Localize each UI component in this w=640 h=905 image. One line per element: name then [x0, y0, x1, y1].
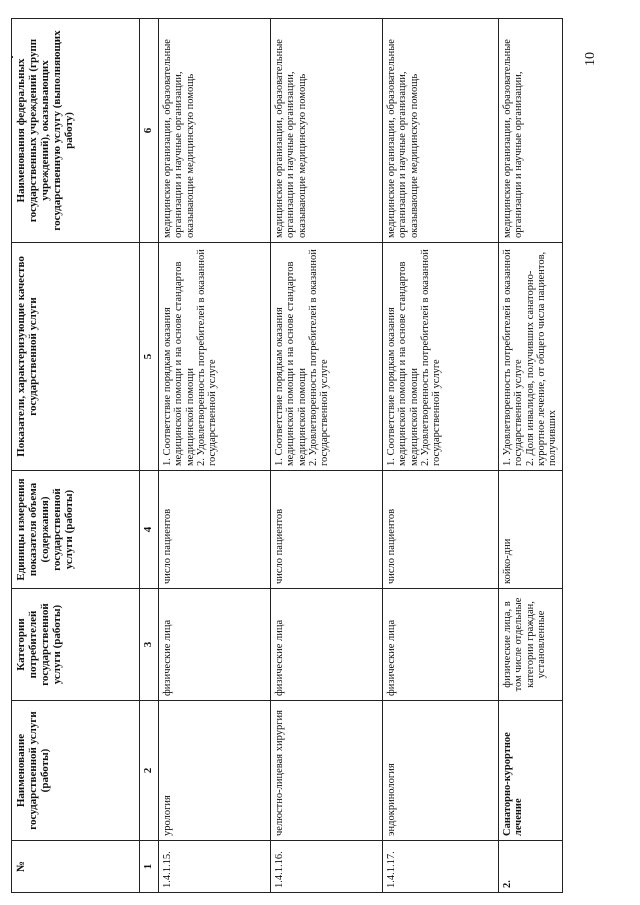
header-service-name: Наименование государственной услуги (работы): [12, 701, 140, 841]
row-quality: [270, 243, 382, 471]
quality-item: 1. Соответствие порядкам оказания медицинской помощи и на основе стандартов медицинской помощи: [385, 261, 420, 466]
table-row: [382, 19, 498, 893]
table-row: [498, 19, 562, 893]
row-unit: число пациентов: [158, 471, 270, 589]
row-service-name: урология: [158, 701, 270, 841]
header-row: [12, 19, 140, 893]
page-number-text: 10: [583, 52, 598, 66]
row-code: 1.4.1.16.: [270, 841, 382, 893]
page-number: [583, 16, 599, 66]
row-service-name: эндокринология: [382, 701, 498, 841]
row-quality: [498, 243, 562, 471]
row-category: физические лица: [382, 589, 498, 701]
row-code: 1.4.1.17.: [382, 841, 498, 893]
table-row: [158, 19, 270, 893]
header-consumer-category: Категории потребителей государственной услуги (работы): [12, 589, 140, 701]
row-unit: число пациентов: [382, 471, 498, 589]
row-code: 1.4.1.15.: [158, 841, 270, 893]
column-number: 1: [140, 841, 159, 893]
quality-item: 1. Удовлетворенность потребителей в оказанной государственной услуге: [501, 249, 525, 466]
row-institutions: медицинские организации, образовательные организации и научные организации, оказывающие медицинскую помощь: [382, 19, 498, 243]
header-volume-unit: Единицы измерения показателя объема (содержания) государственной услуги (работы): [12, 471, 140, 589]
column-number: 4: [140, 471, 159, 589]
column-number: 5: [140, 243, 159, 471]
row-category: физические лица: [270, 589, 382, 701]
row-code: 2.: [498, 841, 562, 893]
quality-item: 2. Удовлетворенность потребителей в оказанной государственной услуге: [419, 249, 443, 466]
row-institutions: медицинские организации, образовательные организации и научные организации, оказывающие медицинскую помощь: [270, 19, 382, 243]
column-number-row: [140, 19, 159, 893]
header-institutions: Наименования федеральных государственных учреждений (групп учреждений), оказывающих государственную услугу (выполняющих работу): [12, 19, 140, 243]
column-number: 2: [140, 701, 159, 841]
quality-item: 2. Доля инвалидов, получивших санаторно-курортное лечение, от общего числа пациентов, получивших: [524, 251, 559, 466]
row-category: физические лица, в том числе отдельные категории граждан, установленные: [498, 589, 562, 701]
row-institutions: медицинские организации, образовательные организации и научные организации,: [498, 19, 562, 243]
quality-item: 2. Удовлетворенность потребителей в оказанной государственной услуге: [307, 249, 331, 466]
quality-item: 1. Соответствие порядкам оказания медицинской помощи и на основе стандартов медицинской помощи: [161, 261, 196, 466]
header-number: №: [12, 841, 140, 893]
services-table: [11, 18, 563, 893]
column-number: 3: [140, 589, 159, 701]
row-category: физические лица: [158, 589, 270, 701]
column-number: 6: [140, 19, 159, 243]
row-service-name: челюстно-лицевая хирургия: [270, 701, 382, 841]
header-quality-indicators: Показатели, характеризующие качество государственной услуги: [12, 243, 140, 471]
row-unit: койко-дни: [498, 471, 562, 589]
row-quality: [158, 243, 270, 471]
row-unit: число пациентов: [270, 471, 382, 589]
quality-item: 2. Удовлетворенность потребителей в оказанной государственной услуге: [195, 249, 219, 466]
row-service-name: Санаторно-курортное лечение: [498, 701, 562, 841]
table-row: [270, 19, 382, 893]
row-quality: [382, 243, 498, 471]
row-institutions: медицинские организации, образовательные организации и научные организации, оказывающие медицинскую помощь: [158, 19, 270, 243]
quality-item: 1. Соответствие порядкам оказания медицинской помощи и на основе стандартов медицинской помощи: [273, 261, 308, 466]
